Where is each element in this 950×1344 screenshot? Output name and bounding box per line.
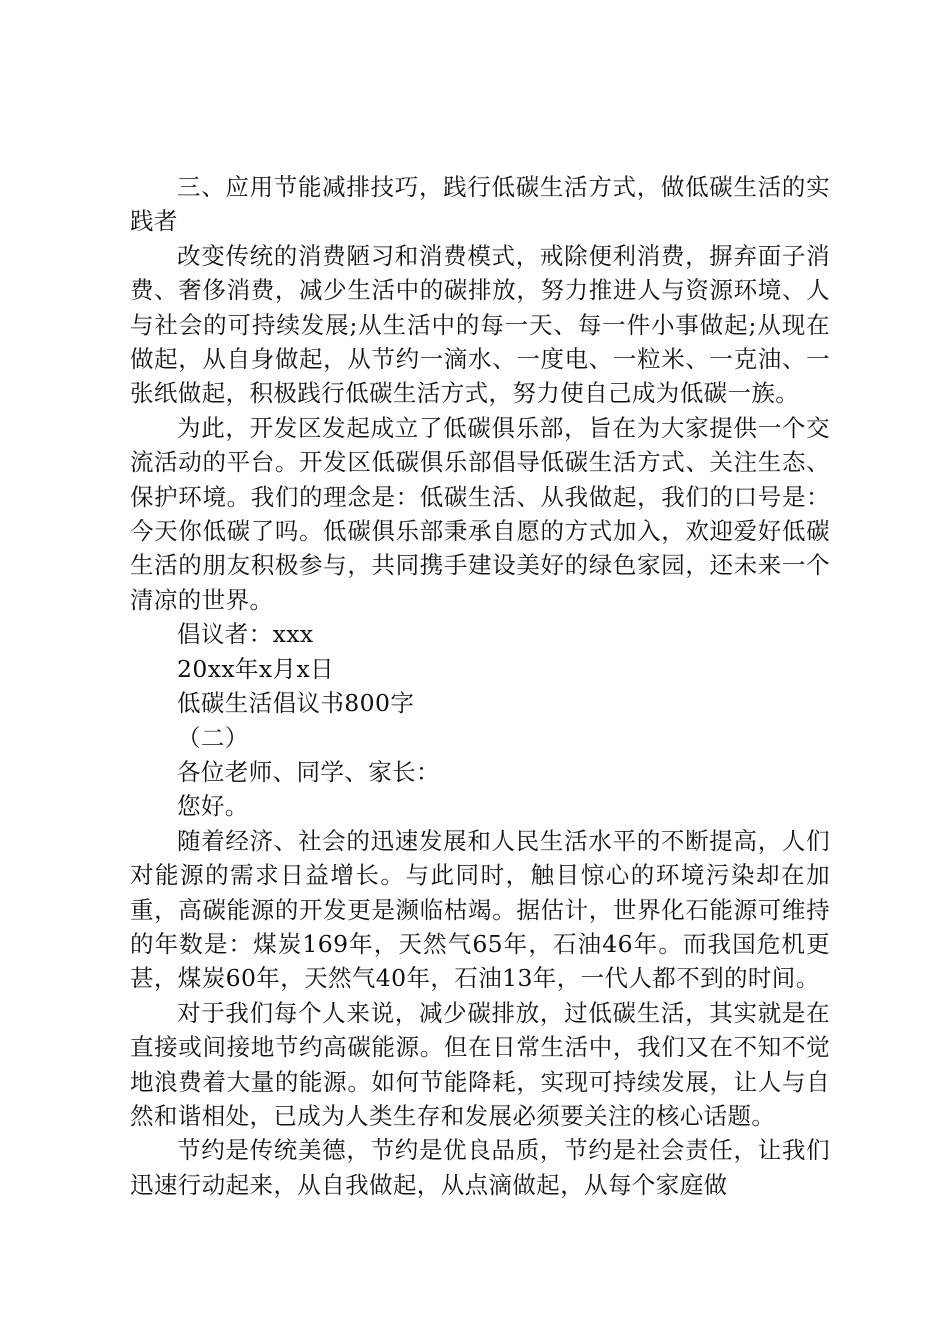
paragraph-low-carbon: 对于我们每个人来说，减少碳排放，过低碳生活，其实就是在直接或间接地节约高碳能源。但在日常生活中，我们又在不知不觉地浪费着大量的能源。如何节能降耗，实现可持续发展，让人与自然和谐相处，已成为人类生存和发展必须要关注的核心话题。 xyxy=(130,998,830,1130)
paragraph-energy: 随着经济、社会的迅速发展和人民生活水平的不断提高，人们对能源的需求日益增长。与此同时，触目惊心的环境污染却在加重，高碳能源的开发更是濒临枯竭。据估计，世界化石能源可维持的年数是：煤炭169年，天然气65年，石油46年。而我国危机更甚，煤炭60年，天然气40年，石油13年，一代人都不到的时间。 xyxy=(130,826,830,993)
initiator-line: 倡议者：xxx xyxy=(177,620,314,649)
document-body xyxy=(130,170,830,1202)
paragraph-saving: 节约是传统美德，节约是优良品质，节约是社会责任，让我们迅速行动起来，从自我做起，从点滴做起，从每个家庭做 xyxy=(130,1136,830,1199)
paragraph-consumption: 改变传统的消费陋习和消费模式，戒除便利消费，摒弃面子消费、奢侈消费，减少生活中的碳排放，努力推进人与资源环境、人与社会的可持续发展;从生活中的每一天、每一件小事做起;从现在做起，从自身做起，从节约一滴水、一度电、一粒米、一克油、一张纸做起，积极践行低碳生活方式，努力使自己成为低碳一族。 xyxy=(130,241,830,408)
salutation: 各位老师、同学、家长： xyxy=(177,757,440,786)
date-line: 20xx年x月x日 xyxy=(177,654,335,683)
section-heading-three: 三、应用节能减排技巧，践行低碳生活方式，做低碳生活的实践者 xyxy=(130,173,830,236)
greeting: 您好。 xyxy=(177,792,249,821)
document-title: 低碳生活倡议书800字 xyxy=(177,689,415,718)
paragraph-club: 为此，开发区发起成立了低碳俱乐部，旨在为大家提供一个交流活动的平台。开发区低碳俱乐部倡导低碳生活方式、关注生态、保护环境。我们的理念是：低碳生活、从我做起，我们的口号是：今天你低碳了吗。低碳俱乐部秉承自愿的方式加入，欢迎爱好低碳生活的朋友积极参与，共同携手建设美好的绿色家园，还未来一个清凉的世界。 xyxy=(130,413,830,614)
section-number: （二） xyxy=(177,723,249,752)
